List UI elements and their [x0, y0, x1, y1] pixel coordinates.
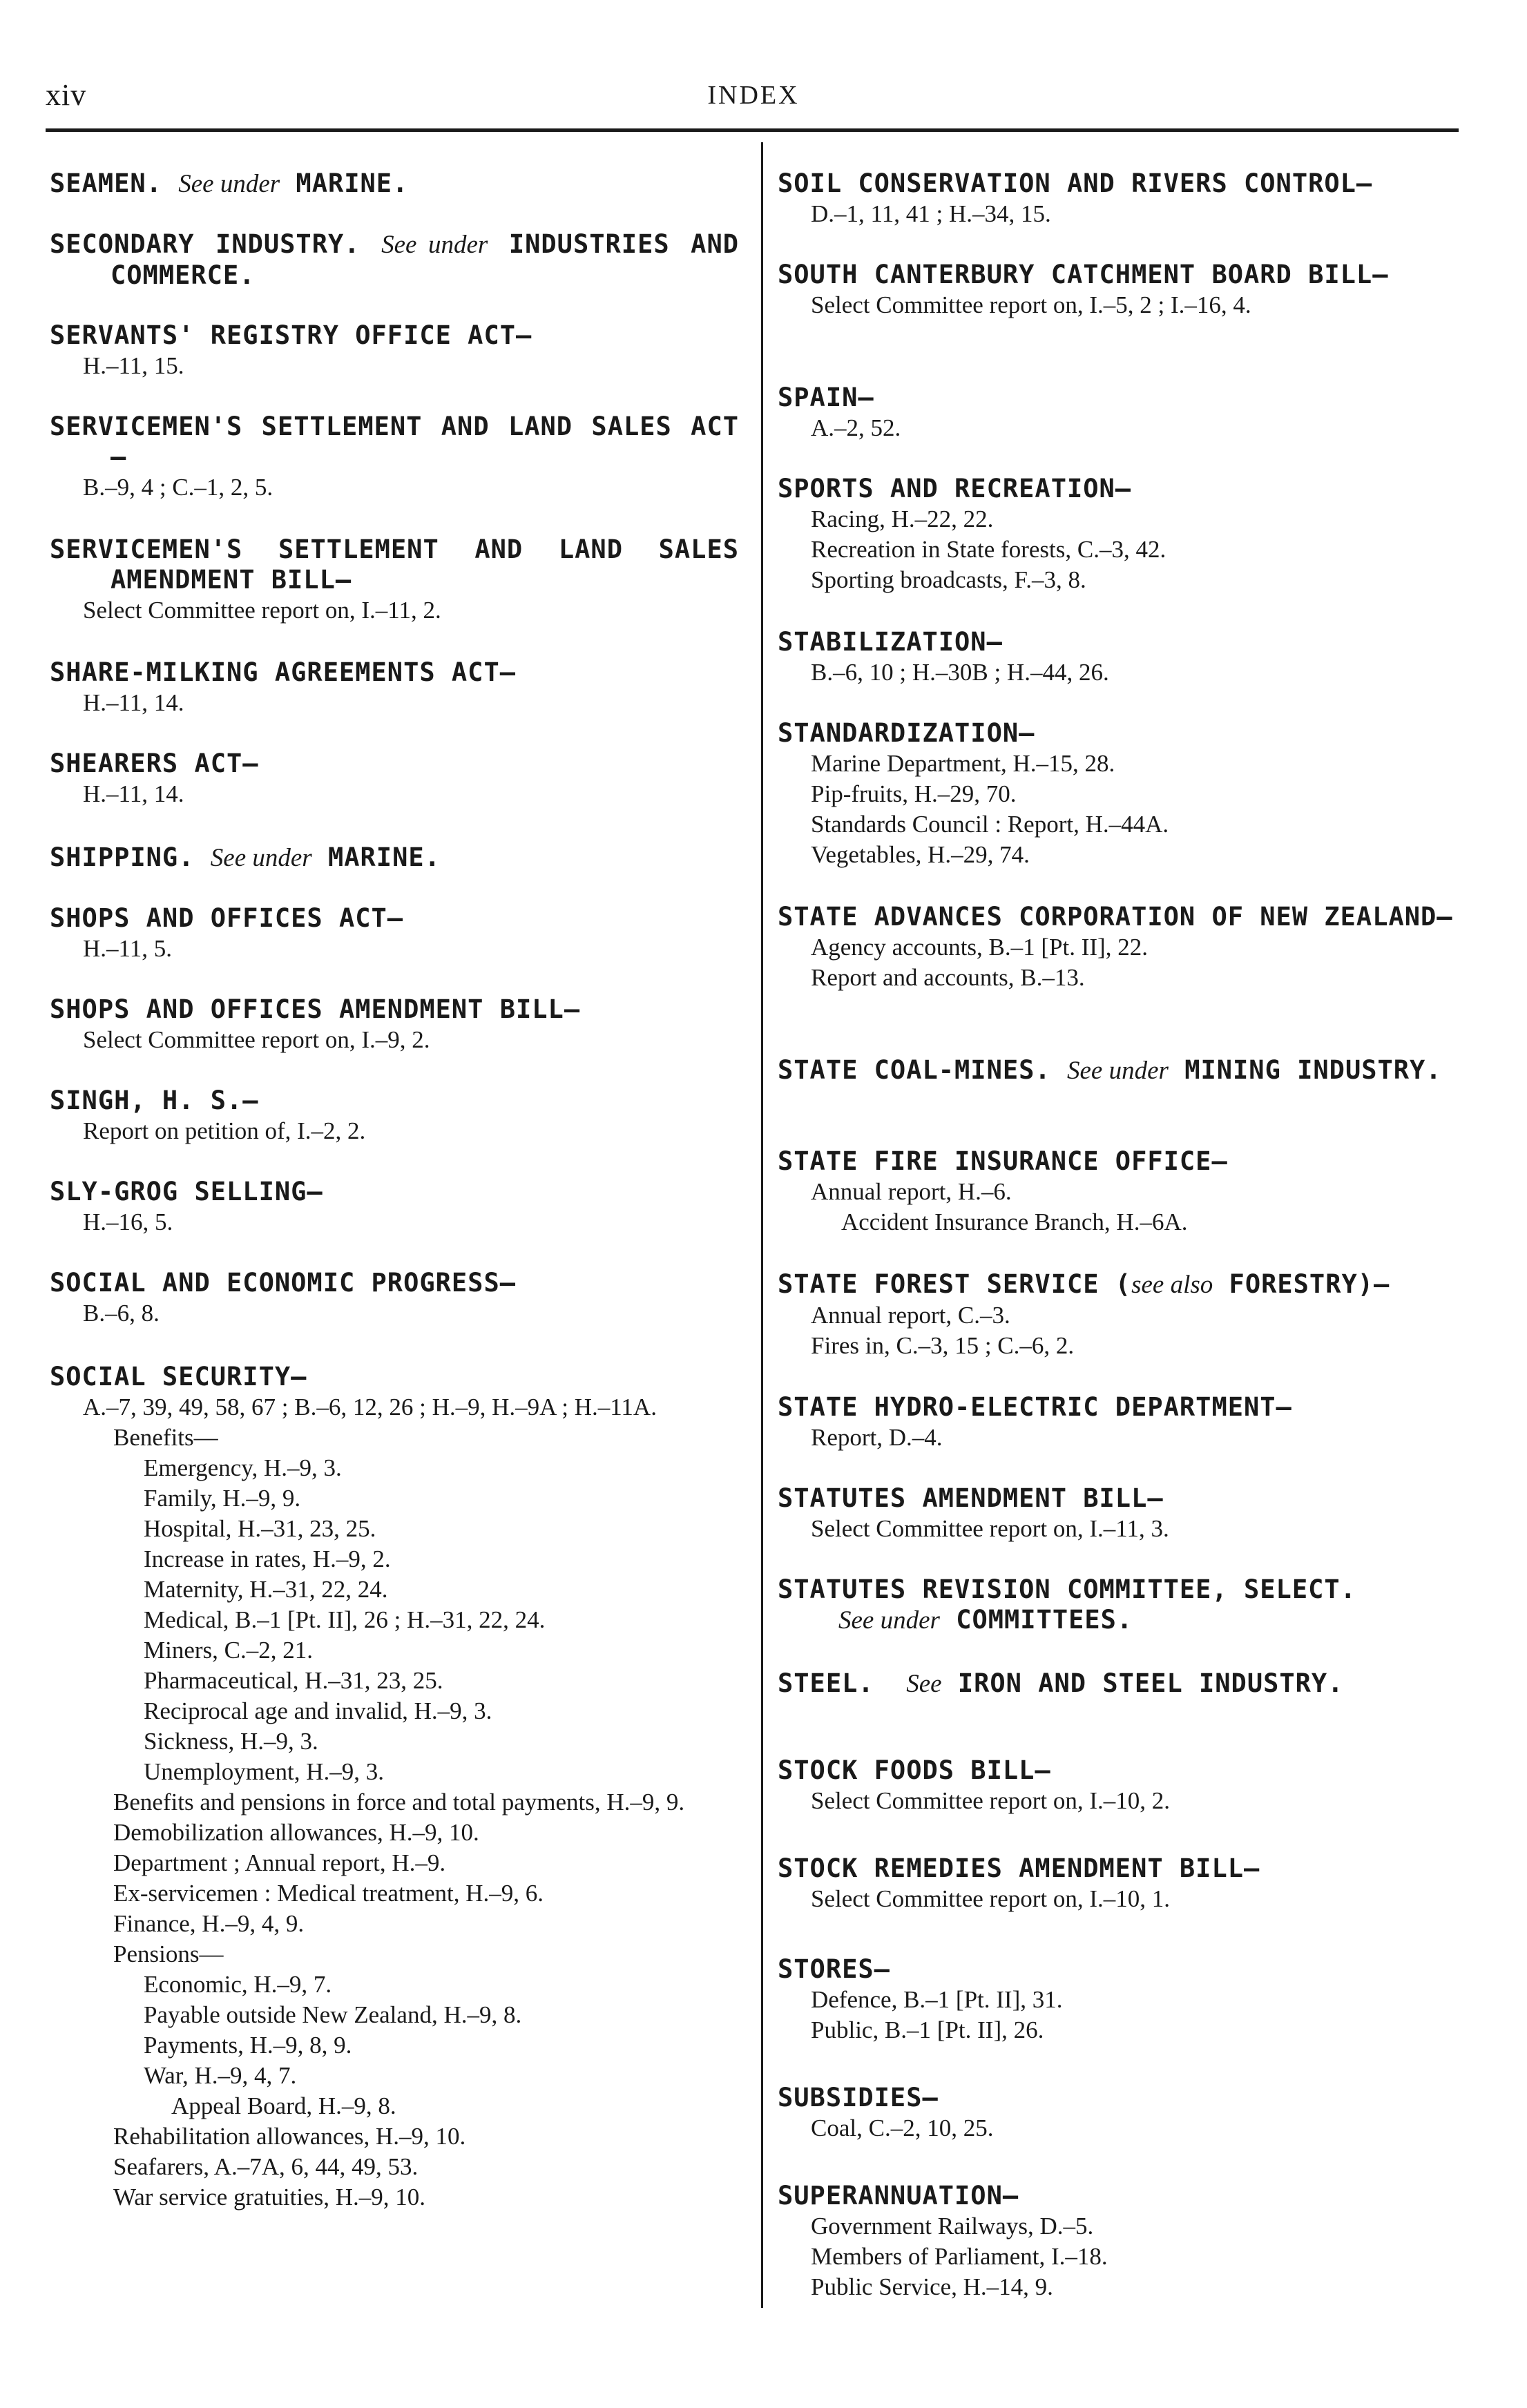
entry-line: Rehabilitation allowances, H.–9, 10. — [113, 2123, 466, 2150]
index-entry-state-fire — [778, 1146, 1467, 1237]
index-entry-stabilization — [778, 627, 1467, 688]
entry-line: Increase in rates, H.–9, 2. — [144, 1545, 391, 1572]
entry-line: Emergency, H.–9, 3. — [144, 1454, 342, 1481]
index-entry-shops-offices-bill — [50, 994, 739, 1055]
entry-line: H.–16, 5. — [83, 1208, 173, 1235]
index-entry-subsidies — [778, 2083, 1467, 2144]
entry-line: Report on petition of, I.–2, 2. — [83, 1117, 366, 1144]
entry-heading: STANDARDIZATION— — [778, 718, 1035, 748]
entry-line: Select Committee report on, I.–5, 2 ; I.–16, 4. — [811, 291, 1251, 318]
entry-line: Reciprocal age and invalid, H.–9, 3. — [144, 1697, 492, 1724]
index-entry-servants-registry — [50, 320, 739, 381]
entry-heading: STATUTES REVISION COMMITTEE, SELECT. — [778, 1574, 1356, 1604]
index-entry-stock-foods — [778, 1755, 1467, 1816]
index-entry-south-canterbury — [778, 260, 1467, 320]
entry-line: Government Railways, D.–5. — [811, 2213, 1094, 2240]
index-entry-steel — [778, 1668, 1467, 1699]
entry-heading: SEAMEN. See under MARINE. — [50, 168, 409, 198]
index-entry-shearers — [50, 749, 739, 809]
entry-heading: STOCK FOODS BILL— — [778, 1755, 1051, 1785]
index-entry-state-hydro — [778, 1392, 1467, 1453]
entry-line: Vegetables, H.–29, 74. — [811, 841, 1030, 868]
index-entry-singh — [50, 1086, 739, 1146]
entry-heading: SHEARERS ACT— — [50, 749, 259, 778]
entry-line: B.–6, 10 ; H.–30B ; H.–44, 26. — [811, 659, 1109, 686]
entry-line: H.–11, 15. — [83, 352, 184, 379]
entry-heading: SERVICEMEN'S SETTLEMENT AND LAND SALES AMENDMENT BILL— — [50, 534, 739, 595]
entry-line: H.–11, 14. — [83, 780, 184, 807]
index-entry-spain — [778, 383, 1467, 443]
entry-heading: SHOPS AND OFFICES AMENDMENT BILL— — [50, 994, 581, 1024]
index-entry-shipping — [50, 842, 739, 874]
running-head: INDEX — [707, 81, 800, 110]
entry-line: Medical, B.–1 [Pt. II], 26 ; H.–31, 22, 24. — [144, 1606, 546, 1633]
index-entry-social-security — [50, 1362, 739, 2213]
index-entry-sports-recreation — [778, 474, 1467, 595]
entry-line: B.–6, 8. — [83, 1300, 160, 1327]
entry-heading: STATE FIRE INSURANCE OFFICE— — [778, 1146, 1228, 1176]
entry-line: Select Committee report on, I.–11, 2. — [83, 597, 441, 624]
entry-line: Finance, H.–9, 4, 9. — [113, 1910, 305, 1937]
entry-heading: STABILIZATION— — [778, 627, 1003, 657]
index-entry-secondary-industry — [50, 229, 739, 291]
entry-line: Marine Department, H.–15, 28. — [811, 750, 1115, 777]
index-entry-statutes-amendment — [778, 1483, 1467, 1544]
entry-line: War service gratuities, H.–9, 10. — [113, 2184, 426, 2210]
entry-line: H.–11, 5. — [83, 935, 172, 962]
entry-line: Report and accounts, B.–13. — [811, 964, 1085, 991]
entry-line: Unemployment, H.–9, 3. — [144, 1758, 385, 1785]
entry-heading: SOCIAL SECURITY— — [50, 1362, 307, 1391]
entry-heading: SPAIN— — [778, 383, 874, 412]
entry-heading: SPORTS AND RECREATION— — [778, 474, 1132, 503]
index-entry-servicemens-settlement-bill — [50, 534, 739, 626]
index-entry-statutes-revision — [778, 1574, 1467, 1636]
entry-line: Demobilization allowances, H.–9, 10. — [113, 1819, 479, 1846]
entry-line: Sporting broadcasts, F.–3, 8. — [811, 566, 1086, 593]
index-entry-seamen — [50, 168, 739, 200]
index-entry-state-coal-mines — [778, 1055, 1467, 1086]
entry-line: Racing, H.–22, 22. — [811, 505, 994, 532]
entry-line: B.–9, 4 ; C.–1, 2, 5. — [83, 474, 273, 501]
index-entry-stores — [778, 1954, 1467, 2045]
entry-heading: SUPERANNUATION— — [778, 2181, 1019, 2210]
entry-heading: STATE HYDRO-ELECTRIC DEPARTMENT— — [778, 1392, 1292, 1422]
entry-line: Seafarers, A.–7A, 6, 44, 49, 53. — [113, 2153, 419, 2180]
entry-line: Recreation in State forests, C.–3, 42. — [811, 536, 1166, 563]
page-header — [46, 77, 1461, 119]
entry-line: Department ; Annual report, H.–9. — [113, 1849, 446, 1876]
index-entry-share-milking — [50, 657, 739, 718]
entry-line: Annual report, H.–6. — [811, 1178, 1012, 1205]
entry-heading: STATE FOREST SERVICE (see also FORESTRY)— — [778, 1269, 1390, 1299]
entry-heading: STEEL. See IRON AND STEEL INDUSTRY. — [778, 1668, 1344, 1698]
entry-line: Select Committee report on, I.–11, 3. — [811, 1515, 1169, 1542]
index-entry-state-forest — [778, 1269, 1467, 1361]
index-entry-state-advances — [778, 902, 1467, 993]
entry-line: Fires in, C.–3, 15 ; C.–6, 2. — [811, 1332, 1075, 1359]
entry-line: Report, D.–4. — [811, 1424, 943, 1451]
entry-line: Select Committee report on, I.–9, 2. — [83, 1026, 430, 1053]
index-entry-superannuation — [778, 2181, 1467, 2302]
entry-line: Family, H.–9, 9. — [144, 1485, 301, 1512]
entry-heading: SOIL CONSERVATION AND RIVERS CONTROL— — [778, 168, 1373, 198]
index-entry-stock-remedies — [778, 1853, 1467, 1914]
entry-heading: SLY-GROG SELLING— — [50, 1177, 323, 1206]
entry-line: A.–7, 39, 49, 58, 67 ; B.–6, 12, 26 ; H.–9, H.–9A ; H.–11A. — [83, 1394, 657, 1420]
entry-heading: SINGH, H. S.— — [50, 1086, 259, 1115]
entry-heading: SOCIAL AND ECONOMIC PROGRESS— — [50, 1268, 517, 1298]
entry-line: Payable outside New Zealand, H.–9, 8. — [144, 2001, 522, 2028]
entry-line: A.–2, 52. — [811, 414, 901, 441]
entry-line: Ex-servicemen : Medical treatment, H.–9, 6. — [113, 1880, 544, 1907]
column-divider — [761, 142, 763, 2308]
entry-line: Sickness, H.–9, 3. — [144, 1728, 318, 1755]
entry-heading: STATE ADVANCES CORPORATION OF NEW ZEALAND— — [778, 902, 1453, 932]
entry-line: Miners, C.–2, 21. — [144, 1637, 313, 1664]
entry-line: Pensions— — [113, 1940, 224, 1967]
entry-heading: SHOPS AND OFFICES ACT— — [50, 903, 404, 933]
index-entry-shops-offices-act — [50, 903, 739, 964]
entry-line: Select Committee report on, I.–10, 2. — [811, 1787, 1171, 1814]
entry-line: War, H.–9, 4, 7. — [144, 2062, 297, 2089]
entry-line: H.–11, 14. — [83, 689, 184, 716]
index-entry-standardization — [778, 718, 1467, 870]
index-entry-soil-conservation — [778, 168, 1467, 229]
entry-heading: STATE COAL-MINES. See under MINING INDUSTRY. — [778, 1055, 1442, 1085]
entry-line: Coal, C.–2, 10, 25. — [811, 2115, 994, 2141]
entry-see-line: See under COMMITTEES. — [838, 1605, 1133, 1635]
entry-heading: SECONDARY INDUSTRY. See under INDUSTRIES AND COMMERCE. — [50, 229, 739, 290]
entry-heading: SUBSIDIES— — [778, 2083, 939, 2112]
entry-line: Defence, B.–1 [Pt. II], 31. — [811, 1986, 1063, 2013]
entry-line: Benefits— — [113, 1424, 218, 1451]
entry-line: Select Committee report on, I.–10, 1. — [811, 1885, 1171, 1912]
entry-heading: STORES— — [778, 1954, 890, 1984]
entry-line: Payments, H.–9, 8, 9. — [144, 2032, 352, 2059]
entry-line: D.–1, 11, 41 ; H.–34, 15. — [811, 200, 1051, 227]
entry-line: Accident Insurance Branch, H.–6A. — [841, 1208, 1188, 1235]
header-rule — [46, 128, 1459, 132]
entry-line: Members of Parliament, I.–18. — [811, 2243, 1108, 2270]
entry-line: Benefits and pensions in force and total payments, H.–9, 9. — [113, 1789, 685, 1815]
entry-heading: SERVANTS' REGISTRY OFFICE ACT— — [50, 320, 532, 350]
entry-line: Public, B.–1 [Pt. II], 26. — [811, 2016, 1044, 2043]
entry-heading: SOUTH CANTERBURY CATCHMENT BOARD BILL— — [778, 260, 1389, 289]
entry-heading: STATUTES AMENDMENT BILL— — [778, 1483, 1164, 1513]
entry-line: Hospital, H.–31, 23, 25. — [144, 1515, 376, 1542]
entry-line: Standards Council : Report, H.–44A. — [811, 811, 1169, 838]
entry-heading: SERVICEMEN'S SETTLEMENT AND LAND SALES ACT— — [50, 412, 739, 472]
entry-line: Economic, H.–9, 7. — [144, 1971, 332, 1998]
entry-heading: SHIPPING. See under MARINE. — [50, 842, 441, 872]
page-number: xiv — [46, 78, 87, 112]
entry-heading: SHARE-MILKING AGREEMENTS ACT— — [50, 657, 517, 687]
entry-line: Pharmaceutical, H.–31, 23, 25. — [144, 1667, 443, 1694]
index-entry-servicemens-settlement-act — [50, 412, 739, 503]
index-entry-social-economic — [50, 1268, 739, 1329]
entry-line: Pip-fruits, H.–29, 70. — [811, 780, 1017, 807]
index-entry-sly-grog — [50, 1177, 739, 1237]
entry-line: Public Service, H.–14, 9. — [811, 2273, 1053, 2300]
entry-line: Agency accounts, B.–1 [Pt. II], 22. — [811, 934, 1148, 961]
entry-line: Maternity, H.–31, 22, 24. — [144, 1576, 388, 1603]
entry-line: Annual report, C.–3. — [811, 1302, 1010, 1329]
entry-heading: STOCK REMEDIES AMENDMENT BILL— — [778, 1853, 1260, 1883]
entry-line: Appeal Board, H.–9, 8. — [171, 2092, 396, 2119]
